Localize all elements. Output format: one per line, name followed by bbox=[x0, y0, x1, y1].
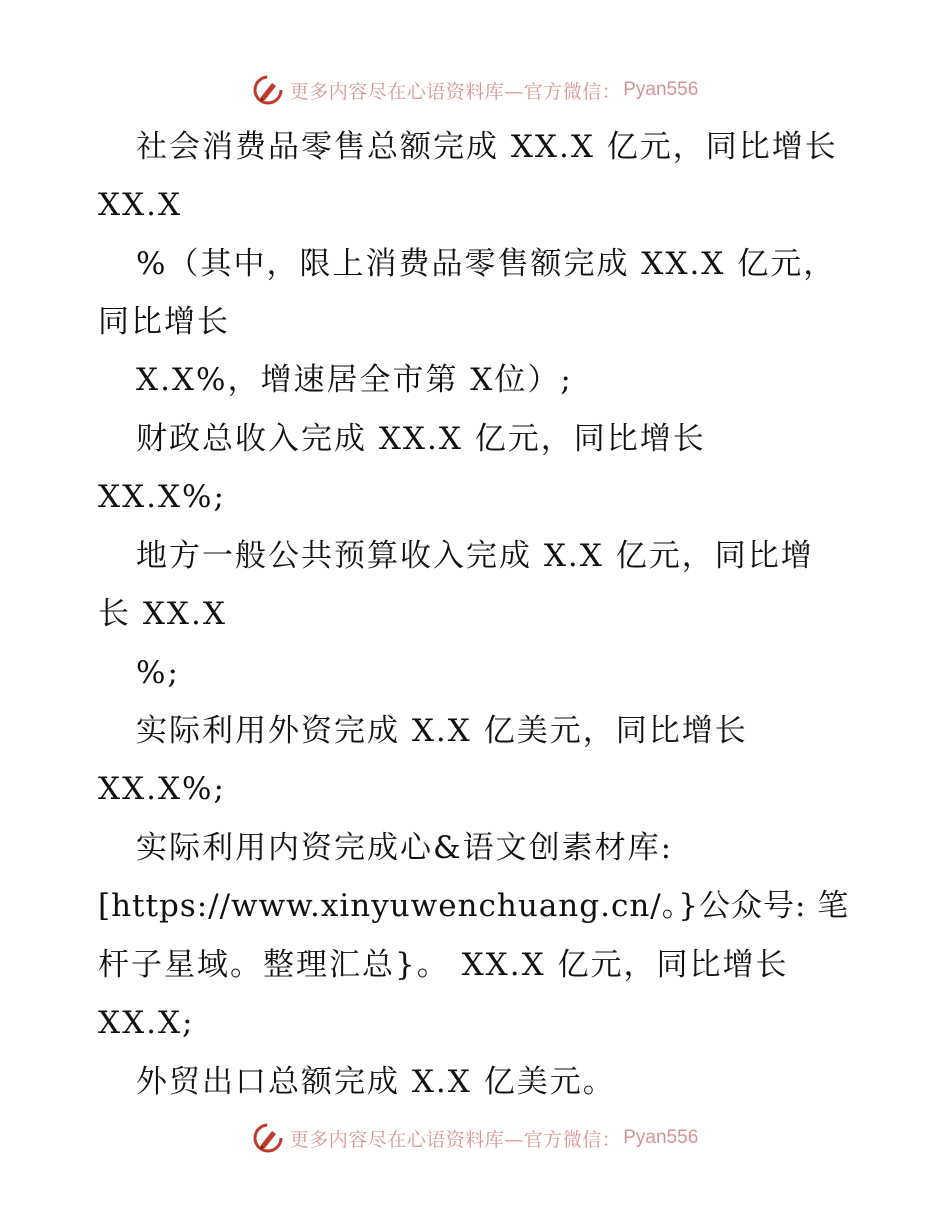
text-line: 外贸出口总额完成 X.X 亿美元。 bbox=[136, 1064, 616, 1100]
text-line-url: [https://www.xinyuwenchuang.cn/。}公众号: 笔 bbox=[98, 888, 850, 924]
pen-circle-logo-icon bbox=[252, 1122, 284, 1154]
text-line: XX.X%; bbox=[98, 479, 226, 515]
watermark-text: 更多内容尽在心语资料库—官方微信： bbox=[289, 80, 622, 103]
text-line: 实际利用外资完成 X.X 亿美元，同比增长 bbox=[136, 713, 748, 749]
text-line: XX.X; bbox=[98, 1005, 195, 1041]
watermark-text: 更多内容尽在心语资料库—官方微信： bbox=[289, 1128, 622, 1151]
text-line: %; bbox=[136, 655, 180, 691]
text-line: %（其中，限上消费品零售额完成 XX.X 亿元， bbox=[136, 246, 837, 282]
text-line: 同比增长 bbox=[98, 304, 230, 340]
text-line: 地方一般公共预算收入完成 X.X 亿元，同比增 bbox=[136, 538, 814, 574]
text-line: XX.X%; bbox=[98, 771, 226, 807]
text-line: XX.X bbox=[98, 187, 183, 223]
text-line: 财政总收入完成 XX.X 亿元，同比增长 bbox=[136, 421, 706, 457]
text-line: X.X%，增速居全市第 X位）; bbox=[136, 362, 573, 398]
text-line: 长 XX.X bbox=[98, 596, 227, 632]
footer-watermark bbox=[0, 1118, 950, 1158]
watermark-wechat-id: Pyan556 bbox=[623, 79, 699, 100]
text-line: 杆子星域。整理汇总}。 XX.X 亿元，同比增长 bbox=[98, 947, 789, 983]
text-line: 实际利用内资完成心&语文创素材库: bbox=[136, 830, 674, 866]
watermark-wechat-id: Pyan556 bbox=[623, 1127, 699, 1148]
text-line: 社会消费品零售总额完成 XX.X 亿元，同比增长 bbox=[136, 129, 838, 165]
